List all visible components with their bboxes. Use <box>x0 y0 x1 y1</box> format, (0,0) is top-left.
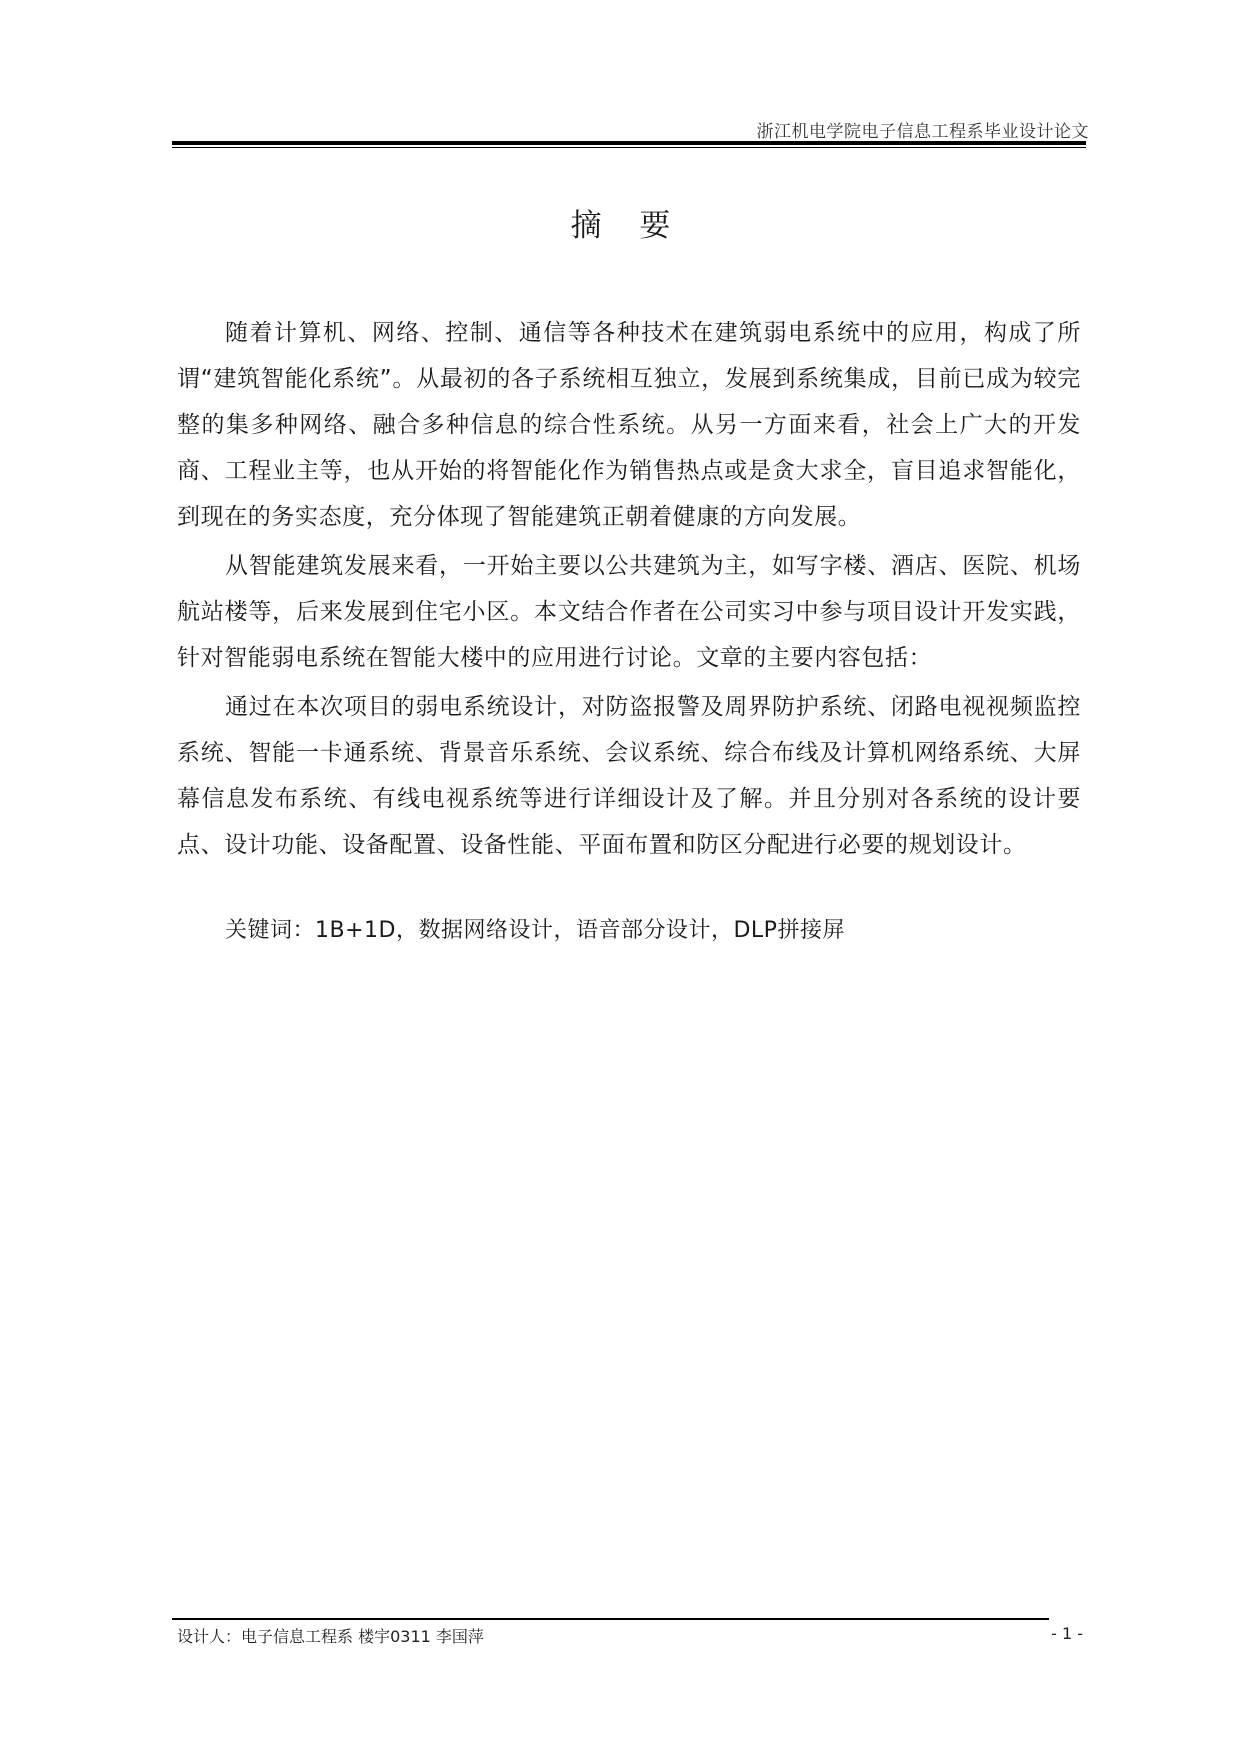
abstract-paragraph-3: 通过在本次项目的弱电系统设计，对防盗报警及周界防护系统、闭路电视视频监控系统、智能一卡通系统、背景音乐系统、会议系统、综合布线及计算机网络系统、大屏幕信息发布系统、有线电视系统等进行详细设计及了解。并且分别对各系统的设计要点、设计功能、设备配置、设备性能、平面布置和防区分配进行必要的规划设计。 <box>177 694 1081 858</box>
page-title: 摘 要 <box>570 208 685 244</box>
abstract-paragraph-2: 从智能建筑发展来看，一开始主要以公共建筑为主，如写字楼、酒店、医院、机场航站楼等，后来发展到住宅小区。本文结合作者在公司实习中参与项目设计开发实践，针对智能弱电系统在智能大楼中的应用进行讨论。文章的主要内容包括： <box>177 553 1081 671</box>
header-rule <box>172 141 1086 148</box>
running-header: 浙江机电学院电子信息工程系毕业设计论文 <box>756 122 1089 142</box>
abstract-body <box>177 310 1081 871</box>
keywords-value: 1B+1D，数据网络设计，语音部分设计，DLP拼接屏 <box>315 918 845 943</box>
abstract-paragraph-1: 随着计算机、网络、控制、通信等各种技术在建筑弱电系统中的应用，构成了所谓“建筑智能化系统”。从最初的各子系统相互独立，发展到系统集成，目前已成为较完整的集多种网络、融合多种信息的综合性系统。从另一方面来看，社会上广大的开发商、工程业主等，也从开始的将智能化作为销售热点或是贪大求全，盲目追求智能化，到现在的务实态度，充分体现了智能建筑正朝着健康的方向发展。 <box>177 320 1081 530</box>
keywords-label: 关键词： <box>225 918 316 943</box>
keywords-line <box>225 913 845 944</box>
footer-rule <box>172 1618 1049 1620</box>
footer-designer: 设计人：电子信息工程系 楼宇0311 李国萍 <box>177 1627 484 1646</box>
page-number: - 1 - <box>1051 1624 1083 1643</box>
